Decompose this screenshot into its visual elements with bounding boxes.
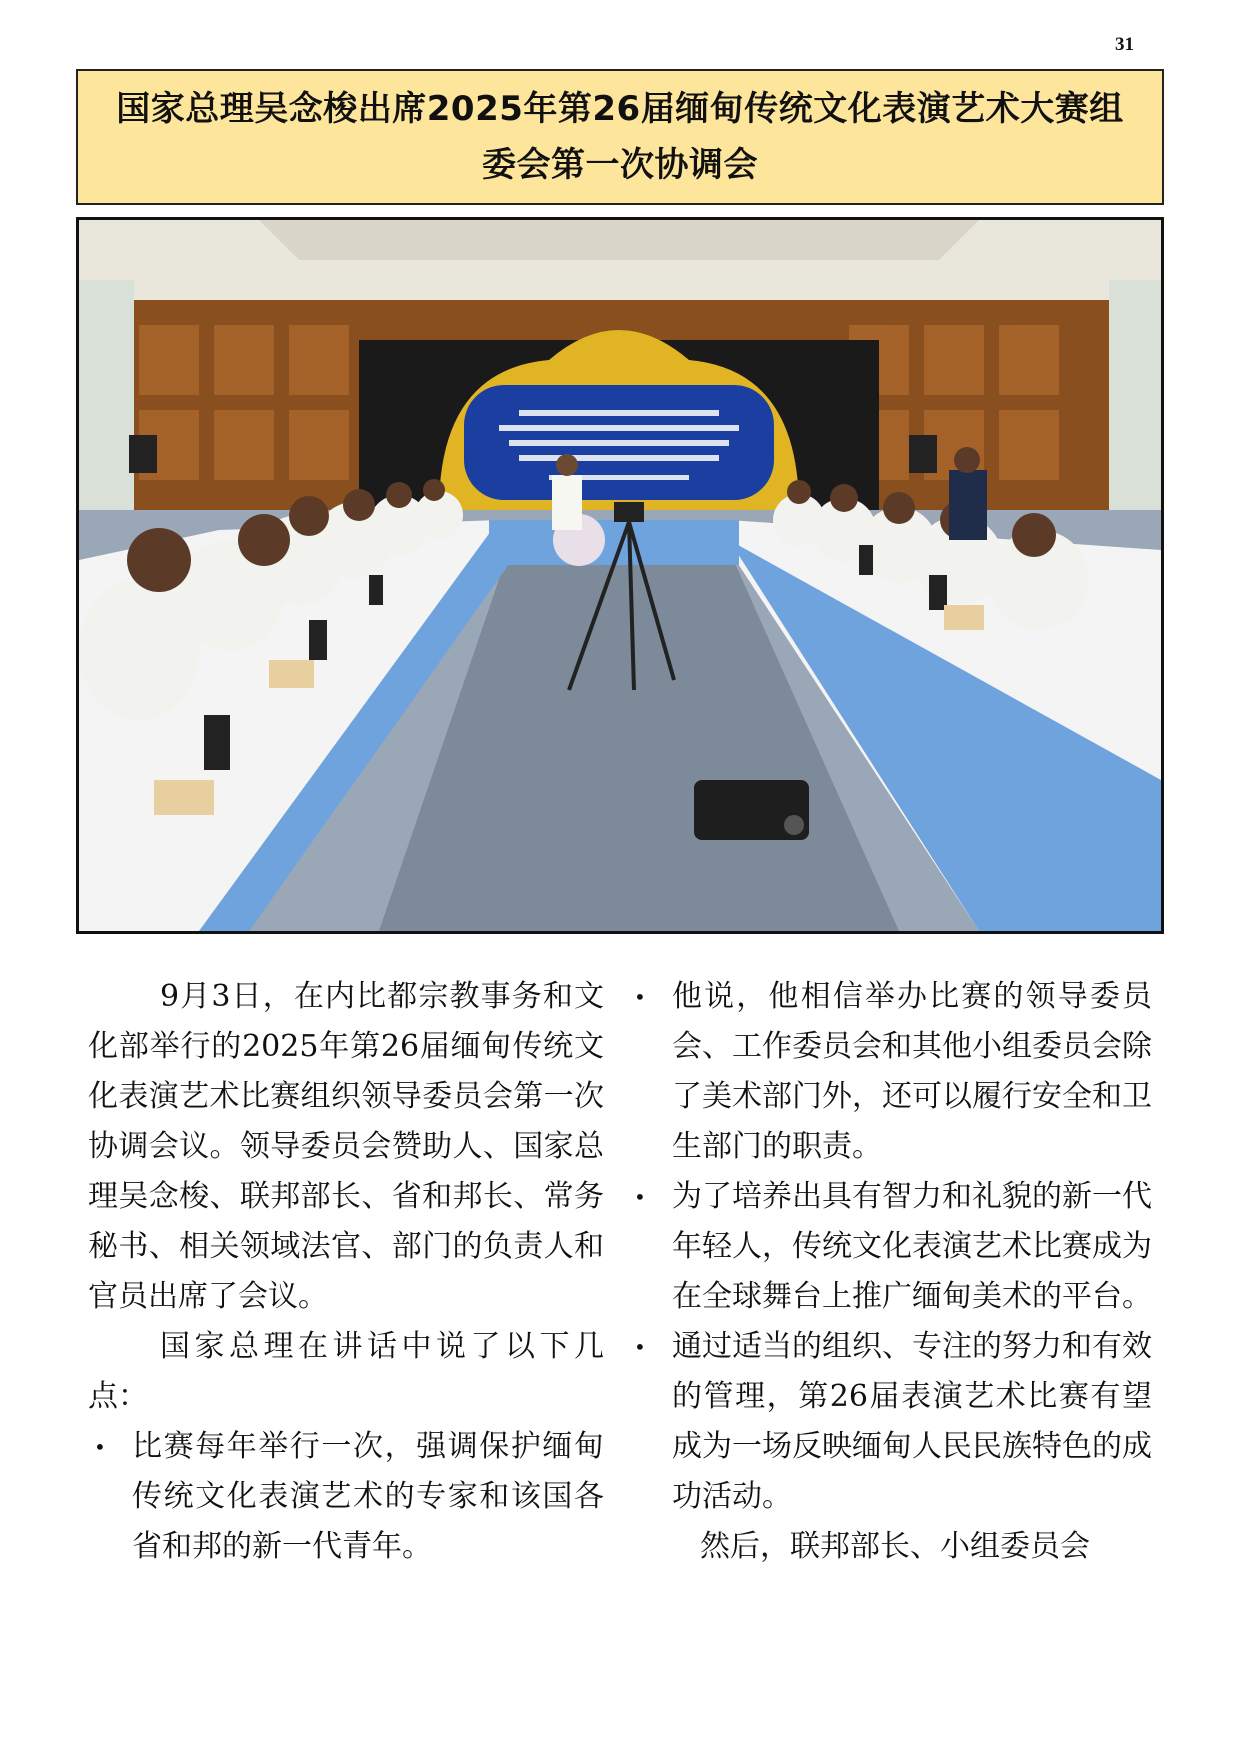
page-title — [116, 81, 1123, 193]
list-item — [88, 1422, 604, 1572]
right-column — [628, 972, 1152, 1572]
standing-speaker — [552, 475, 582, 530]
list-item-text: 为了培养出具有智力和礼貌的新一代年轻人，传统文化表演艺术比赛成为在全球舞台上推广缅甸美术的平台。 — [672, 1179, 1152, 1314]
list-item — [628, 972, 1152, 1172]
list-item-text: 他说，他相信举办比赛的领导委员会、工作委员会和其他小组委员会除了美术部门外，还可以履行安全和卫生部门的职责。 — [672, 979, 1152, 1164]
paragraph-2: 国家总理在讲话中说了以下几点： — [88, 1329, 604, 1414]
list-item — [628, 1172, 1152, 1322]
list-item — [628, 1322, 1152, 1522]
cameraman — [949, 470, 987, 540]
list-item-text: 比赛每年举行一次，强调保护缅甸传统文化表演艺术的专家和该国各省和邦的新一代青年。 — [132, 1429, 604, 1564]
title-box — [76, 69, 1164, 205]
meeting-illustration — [79, 220, 1161, 931]
title-line-2: 委会第一次协调会 — [481, 145, 758, 185]
title-line-1: 国家总理吴念梭出席2025年第26届缅甸传统文化表演艺术大赛组 — [116, 89, 1124, 129]
left-bullet-list — [88, 1422, 604, 1572]
meeting-photo — [76, 217, 1164, 934]
paragraph-end: 然后，联邦部长、小组委员会 — [700, 1529, 1090, 1564]
bullet-icon: • — [634, 985, 646, 1009]
page-number: 31 — [1115, 34, 1134, 55]
bullet-icon: • — [94, 1435, 106, 1459]
left-column — [88, 972, 604, 1572]
bullet-icon: • — [634, 1335, 646, 1359]
bullet-icon: • — [634, 1185, 646, 1209]
right-bullet-list — [628, 972, 1152, 1522]
paragraph-1: 9月3日，在内比都宗教事务和文化部举行的2025年第26届缅甸传统文化表演艺术比赛组织领导委员会第一次协调会议。领导委员会赞助人、国家总理吴念梭、联邦部长、省和邦长、常务秘书、相关领域法官、部门的负责人和官员出席了会议。 — [88, 979, 604, 1314]
list-item-text: 通过适当的组织、专注的努力和有效的管理，第26届表演艺术比赛有望成为一场反映缅甸人民民族特色的成功活动。 — [672, 1329, 1152, 1514]
camera — [614, 502, 644, 522]
